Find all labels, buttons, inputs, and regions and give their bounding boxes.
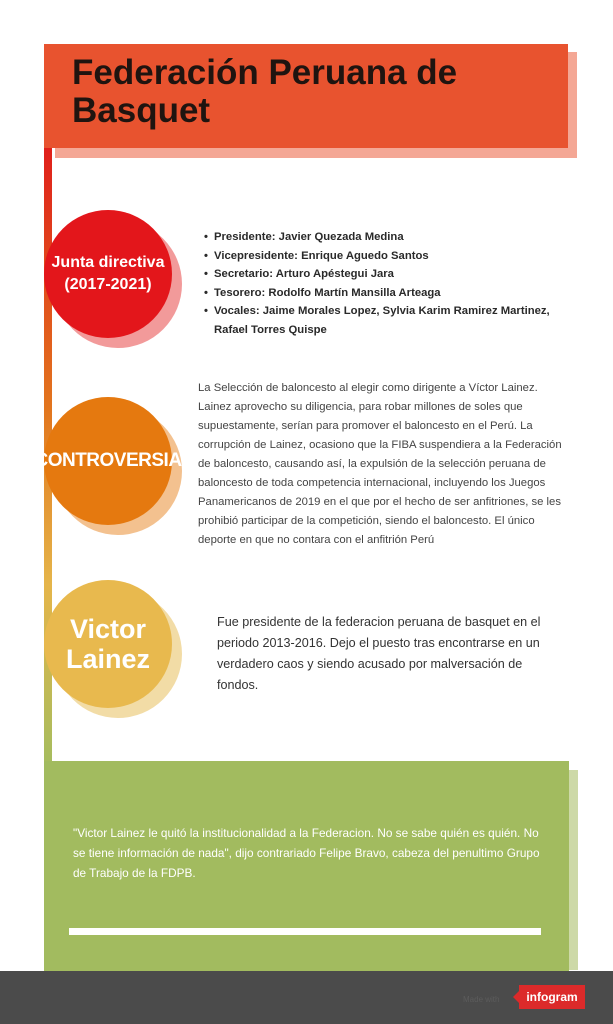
board-item-tesorero: • Tesorero: Rodolfo Martín Mansilla Arteaga — [204, 284, 564, 303]
lainez-circle-line1: Victor — [69, 614, 147, 644]
footer-tagline: Made with — [463, 995, 500, 1004]
junta-circle-line1: Junta directiva — [51, 254, 165, 271]
controversia-circle — [34, 397, 184, 537]
board-item-secretario: • Secretario: Arturo Apéstegui Jara — [204, 265, 564, 284]
board-item-vocales: • Vocales: Jaime Morales Lopez, Sylvia Karim Ramirez Martinez, Rafael Torres Quispe — [204, 302, 564, 339]
lainez-circle-line2: Lainez — [65, 644, 151, 674]
controversia-text: La Selección de baloncesto al elegir como dirigente a Víctor Lainez. Lainez aprovecho su diligencia, para robar millones de soles que supuestamente, serían para promover el baloncesto en el Perú. La corrupción de Lainez, ocasiono que la FIBA suspendiera a la Federación de baloncesto, causando así, la expulsión de la selección peruana de baloncesto de toda competencia internacional, incluyendo los Juegos Panamericanos de 2019 en el que por el hecho de ser anfitriones, se les prohibió participar de la competición, siendo el baloncesto. El único deporte en que no contara con el anfitrión Perú — [198, 382, 562, 546]
lainez-circle-label — [66, 614, 150, 674]
controversia-circle-face — [34, 397, 182, 525]
junta-circle-line2: (2017-2021) — [64, 276, 152, 293]
quote-box — [44, 761, 569, 971]
footer-bar — [0, 971, 613, 1024]
board-list — [204, 228, 564, 339]
lainez-circle — [44, 580, 184, 720]
lainez-circle-face — [44, 580, 172, 708]
quote-text: "Victor Lainez le quitó la institucionalidad a la Federacion. No se sabe quién es quién. No se tiene información de nada", dijo contrariado Felipe Bravo, cabeza del penultimo Grupo de Trabajo de la FDPB. — [73, 826, 540, 880]
junta-circle — [44, 210, 184, 350]
lainez-text: Fue presidente de la federacion peruana de basquet en el periodo 2013-2016. Dejo el puesto tras encontrarse en un verdadero caos y siendo acusado por malversación de fondos. — [217, 615, 541, 692]
page-title: Federación Peruana de Basquet — [72, 53, 458, 130]
infogram-logo-link[interactable]: infogram — [519, 985, 585, 1009]
junta-circle-label — [52, 252, 165, 296]
board-item-presidente: • Presidente: Javier Quezada Medina — [204, 228, 564, 247]
quote-divider — [69, 928, 541, 935]
header-banner — [44, 44, 568, 148]
board-item-vicepresidente: • Vicepresidente: Enrique Aguedo Santos — [204, 247, 564, 266]
junta-circle-face — [44, 210, 172, 338]
controversia-circle-label: CONTROVERSIA — [34, 450, 182, 471]
